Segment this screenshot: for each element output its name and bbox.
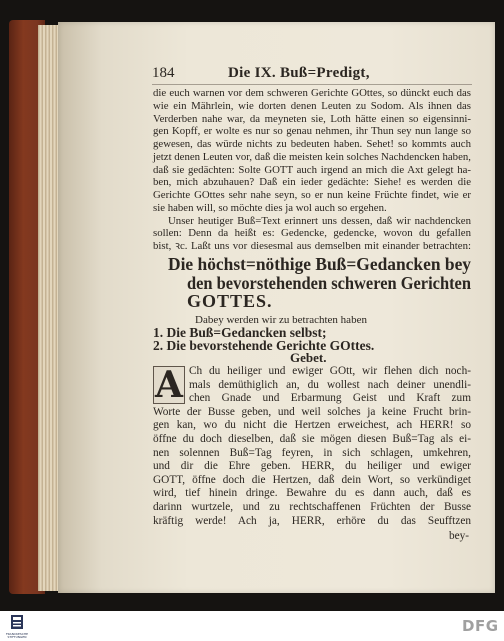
sermon-title-line: Die höchst=nöthige Buß=Gedancken bey bbox=[168, 254, 472, 274]
text-line: kräftig werde! Ach ja, HERR, erhöre du das Seufftzen bbox=[153, 514, 471, 527]
body-text-block bbox=[153, 87, 471, 253]
text-line: Ch du heiliger und ewiger GOtt, wir flehen dich noch- bbox=[189, 365, 471, 377]
header-rule bbox=[152, 84, 472, 85]
catchword: bey- bbox=[449, 530, 470, 542]
sermon-title-line: GOTTES. bbox=[187, 291, 273, 311]
text-line: ben, mich abzuhauen? Daß ein ieder gedächte: Siehe! es werden die bbox=[153, 176, 471, 189]
text-line: nen solennen Buß=Tag feyren, in sich schlagen, umkehren, bbox=[153, 446, 471, 459]
text-line: gen Kopff, er wolte es nur so genau nehmen, ihr Thun sey nun lange so bbox=[153, 125, 471, 138]
text-line: öffne du doch dieselben, daß sie mögen diesen Buß=Tag als ei- bbox=[153, 432, 471, 445]
text-line: darinn wurtzele, und zu rechtschaffenen Früchten der Busse bbox=[153, 500, 471, 513]
text-line: Worte der Busse geben, und weil solches ja keine Frucht brin- bbox=[153, 405, 471, 418]
division-intro: Dabey werden wir zu betrachten haben bbox=[195, 314, 367, 326]
sermon-title-line: den bevorstehenden schweren Gerichten bbox=[187, 272, 471, 293]
text-line: und dir die Ehre geben. HERR, du heiliger und ewiger bbox=[153, 460, 471, 473]
text-line: wird, tief hinein dringe. Bewahre du es dann auch, daß es bbox=[153, 487, 471, 500]
text-line: die euch warnen vor dem schweren Gerichte GOttes, so dünckt euch das bbox=[153, 87, 471, 99]
text-line: Unser heutiger Buß=Text erinnert uns dessen, daß wir nachdencken bbox=[168, 214, 471, 227]
text-line: sie haben will, so möchte dies ja wol auch so ergehen. bbox=[153, 201, 387, 214]
prayer-heading: Gebet. bbox=[290, 350, 327, 365]
running-title: Die IX. Buß=Predigt, bbox=[228, 65, 370, 81]
division-part: 1. Die Buß=Gedancken selbst; bbox=[153, 325, 327, 340]
text-line: chen Gnade und Erbarmung Geist und Kraft zum bbox=[189, 392, 471, 405]
text-line: Gerichte GOttes sehr nahe seyn, so er nun keine Früchte findet, wie er bbox=[153, 189, 471, 201]
prayer-text-block bbox=[153, 365, 471, 528]
text-line: mals demüthiglich an, du wollest nach deiner unendli- bbox=[189, 378, 471, 391]
foundation-logo-text: FRANCKESCHE STIFTUNGEN bbox=[5, 632, 29, 640]
text-line: daß sie gedächten: Solte GOTT auch irgend an mich die Axt gelegt ha- bbox=[153, 163, 471, 176]
page-number: 184 bbox=[152, 65, 175, 81]
text-line: sollen: Denn da heißt es: Gedencke, gedencke, wovon du gefallen bbox=[153, 227, 471, 240]
drop-cap-initial: A bbox=[153, 366, 185, 404]
text-line: gen kan, wo du nicht die Hertzen erweichest, ach HERR! so bbox=[153, 419, 471, 432]
text-line: jetzt denen Leuten vor, daß die meisten kein solches Nachdencken haben, bbox=[153, 150, 471, 163]
text-line: gewesen, das würde nichts zu bedeuten haben. Sehet! so kommts auch bbox=[153, 138, 471, 150]
footer-bar bbox=[0, 611, 504, 641]
text-line: wie ein Mährlein, wie dorten denen Leuten zu Sodom. Als ihnen das bbox=[153, 99, 471, 112]
division-part: 2. Die bevorstehende Gerichte GOttes. bbox=[153, 338, 375, 353]
dfg-logo: DFG bbox=[462, 617, 499, 635]
text-line: bist, ꝛc. Laßt uns vor diesesmal aus demselben mit einander betrachten: bbox=[153, 240, 471, 252]
text-line: Verderben nahe war, da meyneten sie, Loth hätte einen so eigensinni- bbox=[153, 112, 471, 125]
text-line: GOTT, öffne doch die Hertzen, daß dein Wort, so verkündiget bbox=[153, 473, 471, 486]
